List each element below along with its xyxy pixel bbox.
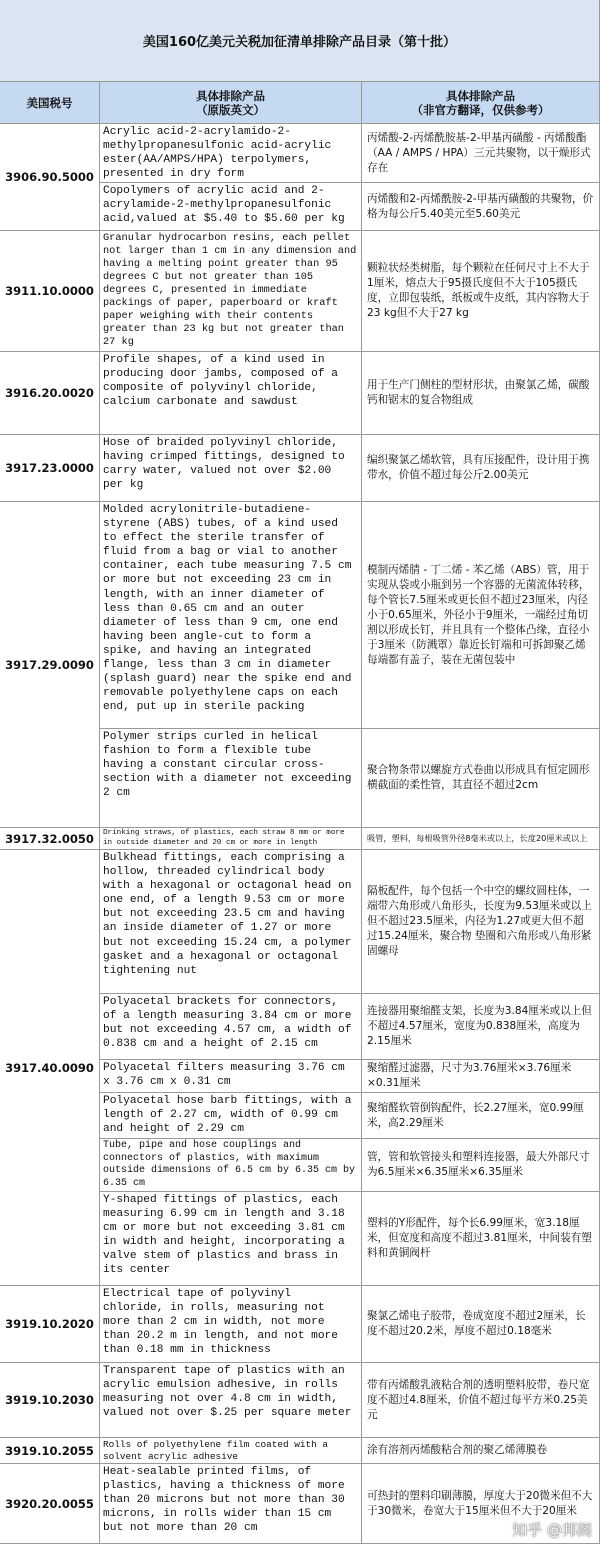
- english-description-cell: Polyacetal brackets for connectors, of a length measuring 3.84 cm or more but not exceeding 4.57 cm, a width of 0.838 cm and a height of 2.15 cm: [100, 994, 362, 1060]
- tariff-code-cell: 3906.90.5000: [0, 124, 100, 231]
- chinese-description-cell: [362, 994, 600, 1060]
- chinese-description-cell: [362, 231, 600, 352]
- chinese-description-text: 塑料的Y形配件，每个长6.99厘米，宽3.18厘米，但宽度和高度不超过3.81厘米，中间装有塑料和黄铜阀杆: [367, 1217, 592, 1259]
- header-english-line2: （原版英文）: [196, 102, 265, 117]
- chinese-description-text: 涂有溶剂丙烯酸粘合剂的聚乙烯薄膜卷: [367, 1444, 548, 1456]
- tariff-code-cell: 3911.10.0000: [0, 231, 100, 352]
- header-english: [100, 82, 362, 124]
- chinese-description-text: 可热封的塑料印刷薄膜，厚度大于20微米但不大于30微米，卷宽大于15厘米但不大于20厘米: [367, 1489, 593, 1517]
- chinese-description-text: 编织聚氯乙烯软管，具有压接配件，设计用于携带水，价值不超过每公斤2.00美元: [367, 454, 590, 481]
- english-description-cell: Molded acrylonitrile-butadiene-styrene (ABS) tubes, of a kind used to effect the sterile transfer of fluid from a bag or vial to another container, each tube measuring 7.5 cm or more but not exceeding 23 cm in length, with an inner diameter of less than 0.65 cm and an outer diameter of less than 9 cm, one end having been angle-cut to form a spike, and having an integrated flange, less than 3 cm in diameter (splash guard) near the spike end and removable polyethylene caps on each end, put up in sterile packing: [100, 502, 362, 729]
- chinese-description-cell: [362, 352, 600, 435]
- chinese-description-cell: [362, 124, 600, 183]
- chinese-description-cell: [362, 1060, 600, 1093]
- chinese-description-text: 聚缩醛软管倒钩配件，长2.27厘米，宽0.99厘米，高2.29厘米: [367, 1101, 584, 1129]
- chinese-description-text: 用于生产门侧柱的型材形状，由聚氯乙烯，碳酸钙和锯末的复合物组成: [367, 379, 590, 406]
- chinese-description-cell: [362, 1139, 600, 1192]
- chinese-description-cell: [362, 850, 600, 994]
- tariff-code-cell: 3917.40.0090: [0, 850, 100, 1286]
- tariff-code-cell: 3919.10.2020: [0, 1286, 100, 1363]
- tariff-code-cell: 3917.23.0000: [0, 435, 100, 502]
- header-tariff-code-label: 美国税号: [26, 95, 73, 110]
- chinese-description-cell: [362, 828, 600, 850]
- tariff-code-cell: 3917.29.0090: [0, 502, 100, 828]
- english-description-cell: Polyacetal hose barb fittings, with a length of 2.27 cm, width of 0.99 cm and height of 2.29 cm: [100, 1093, 362, 1139]
- english-description-cell: Tube, pipe and hose couplings and connectors of plastics, with maximum outside dimensions of 6.5 cm by 6.35 cm by 6.35 cm: [100, 1139, 362, 1192]
- tariff-code-cell: 3917.32.0050: [0, 828, 100, 850]
- header-tariff-code: [0, 82, 100, 124]
- chinese-description-text: 隔板配件，每个包括一个中空的螺纹圆柱体，一端带六角形或八角形头，长度为9.53厘米或以上但不超过23.5厘米，内径为1.27或更大但不超过15.24厘米，聚合物 垫圈和六角形或八角形紧固螺母: [367, 885, 592, 957]
- english-description-cell: Bulkhead fittings, each comprising a hollow, threaded cylindrical body with a hexagonal or octagonal head on one end, of a length 9.53 cm or more but not exceeding 23.5 cm and having an inside diameter of 1.27 or more but not exceeding 15.24 cm, a polymer gasket and a hexagonal or octagonal tightening nut: [100, 850, 362, 994]
- chinese-description-cell: [362, 729, 600, 828]
- header-chinese: [362, 82, 600, 124]
- chinese-description-text: 模制丙烯腈 - 丁二烯 - 苯乙烯（ABS）管，用于实现从袋或小瓶到另一个容器的无菌流体转移，每个管长7.5厘米或更长但不超过23厘米，内径 小于0.65厘米，外径小于9厘米，一端经过角切割以形成长钉，并且具有一个整体凸缘，直径小于3厘米（防溅罩）靠近长钉端和可拆卸聚乙烯每端都有盖子，装在无菌包装中: [367, 563, 590, 666]
- english-description-cell: Hose of braided polyvinyl chloride, having crimped fittings, designed to carry water, valued not over $2.00 per kg: [100, 435, 362, 502]
- chinese-description-cell: [362, 1464, 600, 1544]
- english-description-cell: Drinking straws, of plastics, each straw 8 mm or more in outside diameter and 20 cm or more in length: [100, 828, 362, 850]
- chinese-description-text: 连接器用聚缩醛支架，长度为3.84厘米或以上但不超过4.57厘米，宽度为0.838厘米，高度为2.15厘米: [367, 1005, 592, 1047]
- chinese-description-text: 丙烯酸和2-丙烯酰胺-2-甲基丙磺酸的共聚物，价格为每公斤5.40美元至5.60美元: [367, 192, 594, 220]
- chinese-description-cell: [362, 1286, 600, 1363]
- english-description-cell: Acrylic acid-2-acrylamido-2-methylpropanesulfonic acid-acrylic ester(AA/AMPS/HPA) terpolymers, presented in dry form: [100, 124, 362, 183]
- chinese-description-text: 带有丙烯酸乳液粘合剂的透明塑料胶带，卷尺宽度不超过4.8厘米，价值不超过每平方米0.25美元: [367, 1378, 590, 1421]
- english-description-cell: Copolymers of acrylic acid and 2-acrylamide-2-methylpropanesulfonic acid,valued at $5.40 to $5.60 per kg: [100, 183, 362, 231]
- english-description-cell: Profile shapes, of a kind used in producing door jambs, composed of a composite of polyvinyl chloride, calcium carbonate and sawdust: [100, 352, 362, 435]
- english-description-cell: Y-shaped fittings of plastics, each measuring 6.99 cm in length and 3.18 cm or more but not exceeding 3.81 cm in width and height, incorporating a valve stem of plastics and brass in its center: [100, 1192, 362, 1286]
- chinese-description-cell: [362, 1438, 600, 1464]
- chinese-description-text: 吸管，塑料，每根吸管外径8毫米或以上，长度20厘米或以上: [367, 833, 588, 844]
- chinese-description-text: 管，管和软管接头和塑料连接器，最大外部尺寸为6.5厘米×6.35厘米×6.35厘米: [367, 1151, 590, 1178]
- header-chinese-line1: 具体排除产品: [446, 88, 515, 103]
- english-description-cell: Polymer strips curled in helical fashion to form a flexible tube having a constant circular cross-section with a diameter not exceeding 2 cm: [100, 729, 362, 828]
- tariff-code-cell: 3916.20.0020: [0, 352, 100, 435]
- tariff-code-cell: 3919.10.2030: [0, 1363, 100, 1438]
- chinese-description-cell: [362, 1093, 600, 1139]
- english-description-cell: Granular hydrocarbon resins, each pellet not larger than 1 cm in any dimension and having a melting point greater than 95 degrees C but not greater than 105 degrees C, presented in immediate packings of paper, paperboard or kraft paper weighing with their contents greater than 23 kg but not greater than 27 kg: [100, 231, 362, 352]
- header-chinese-line2: （非官方翻译，仅供参考）: [411, 102, 550, 117]
- tariff-code-cell: 3920.20.0055: [0, 1464, 100, 1544]
- table-title: 美国160亿美元关税加征清单排除产品目录（第十批）: [0, 0, 600, 82]
- chinese-description-text: 颗粒状烃类树脂，每个颗粒在任何尺寸上不大于1厘米，熔点大于95摄氏度但不大于105摄氏度，立即包装纸，纸板或牛皮纸，其内容物大于23 kg但不大于27 kg: [367, 262, 590, 319]
- chinese-description-text: 聚合物条带以螺旋方式卷曲以形成具有恒定圆形横截面的柔性管，其直径不超过2cm: [367, 764, 590, 791]
- english-description-cell: Rolls of polyethylene film coated with a solvent acrylic adhesive: [100, 1438, 362, 1464]
- english-description-cell: Electrical tape of polyvinyl chloride, in rolls, measuring not more than 2 cm in width, not more than 20.2 m in length, and not more than 0.18 mm in thickness: [100, 1286, 362, 1363]
- english-description-cell: Transparent tape of plastics with an acrylic emulsion adhesive, in rolls measuring not over 4.8 cm in width, valued not over $.25 per square meter: [100, 1363, 362, 1438]
- chinese-description-cell: [362, 502, 600, 729]
- watermark: 知乎 @邦阁: [512, 1521, 592, 1539]
- chinese-description-cell: [362, 1363, 600, 1438]
- chinese-description-text: 丙烯酸-2-丙烯酰胺基-2-甲基丙磺酸 - 丙烯酸酯（AA / AMPS / HPA）三元共聚物，以干燥形式存在: [367, 131, 591, 174]
- header-english-line1: 具体排除产品: [196, 88, 265, 103]
- chinese-description-text: 聚氯乙烯电子胶带，卷成宽度不超过2厘米，长度不超过20.2米，厚度不超过0.18毫米: [367, 1310, 586, 1337]
- chinese-description-cell: [362, 183, 600, 231]
- tariff-code-cell: 3919.10.2055: [0, 1438, 100, 1464]
- chinese-description-cell: [362, 1192, 600, 1286]
- chinese-description-cell: [362, 435, 600, 502]
- english-description-cell: Heat-sealable printed films, of plastics, having a thickness of more than 20 microns but not more than 30 microns, in rolls wider than 15 cm but not more than 20 cm: [100, 1464, 362, 1544]
- english-description-cell: Polyacetal filters measuring 3.76 cm x 3.76 cm x 0.31 cm: [100, 1060, 362, 1093]
- chinese-description-text: 聚缩醛过滤器，尺寸为3.76厘米×3.76厘米×0.31厘米: [367, 1062, 572, 1089]
